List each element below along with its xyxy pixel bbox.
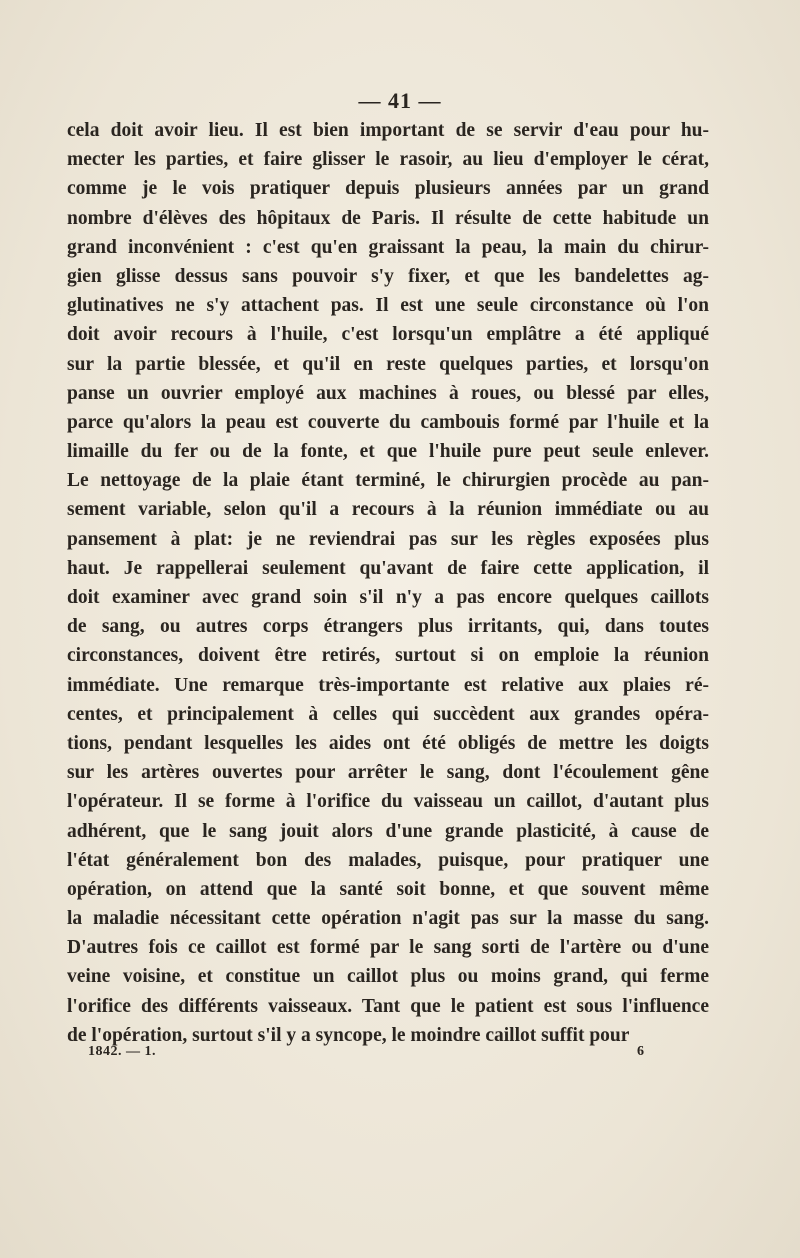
text-line: l'état généralement bon des malades, puisque, pour pratiquer une	[67, 849, 709, 871]
text-line: adhérent, que le sang jouit alors d'une grande plasticité, à cause de	[67, 820, 709, 842]
text-line: circonstances, doivent être retirés, surtout si on emploie la réunion	[67, 645, 709, 667]
text-line: de l'opération, surtout s'il y a syncope, le moindre caillot suffit pour	[67, 1024, 630, 1046]
text-line: sement variable, selon qu'il a recours à la réunion immédiate ou au	[67, 499, 709, 521]
text-line: glutinatives ne s'y attachent pas. Il est une seule circonstance où l'on	[67, 295, 709, 317]
printer-signature-mark: 1842. — 1.	[88, 1044, 156, 1059]
text-line: immédiate. Une remarque très-importante est relative aux plaies ré-	[67, 674, 709, 696]
text-line: parce qu'alors la peau est couverte du cambouis formé par l'huile et la	[67, 411, 709, 433]
page-number: — 41 —	[358, 88, 442, 113]
text-line: de sang, ou autres corps étrangers plus irritants, qui, dans toutes	[67, 616, 709, 638]
text-line: panse un ouvrier employé aux machines à roues, ou blessé par elles,	[67, 382, 709, 404]
text-line: comme je le vois pratiquer depuis plusieurs années par un grand	[67, 178, 709, 200]
text-line: haut. Je rappellerai seulement qu'avant de faire cette application, il	[67, 557, 709, 579]
text-line: gien glisse dessus sans pouvoir s'y fixer, et que les bandelettes ag-	[67, 265, 709, 287]
text-line: doit avoir recours à l'huile, c'est lorsqu'un emplâtre a été appliqué	[67, 324, 709, 346]
sheet-number: 6	[637, 1044, 644, 1059]
text-line: nombre d'élèves des hôpitaux de Paris. Il résulte de cette habitude un	[67, 207, 709, 229]
text-line: doit examiner avec grand soin s'il n'y a pas encore quelques caillots	[67, 587, 709, 608]
body-text	[67, 116, 709, 1050]
text-line: l'orifice des différents vaisseaux. Tant que le patient est sous l'influence	[67, 995, 709, 1017]
text-line: tions, pendant lesquelles les aides ont été obligés de mettre les doigts	[67, 732, 709, 754]
text-line: grand inconvénient : c'est qu'en graissant la peau, la main du chirur-	[67, 236, 709, 258]
text-line: pansement à plat: je ne reviendrai pas sur les règles exposées plus	[67, 528, 709, 550]
text-line: veine voisine, et constitue un caillot plus ou moins grand, qui ferme	[67, 966, 709, 988]
text-line: Le nettoyage de la plaie étant terminé, le chirurgien procède au pan-	[67, 470, 709, 492]
text-line: mecter les parties, et faire glisser le rasoir, au lieu d'employer le cérat,	[67, 149, 709, 171]
text-line: centes, et principalement à celles qui succèdent aux grandes opéra-	[67, 703, 709, 725]
text-line: cela doit avoir lieu. Il est bien important de se servir d'eau pour hu-	[67, 120, 709, 141]
text-line: sur les artères ouvertes pour arrêter le sang, dont l'écoulement gêne	[67, 762, 709, 784]
text-line: limaille du fer ou de la fonte, et que l'huile pure peut seule enlever.	[67, 441, 709, 463]
text-line: D'autres fois ce caillot est formé par le sang sorti de l'artère ou d'une	[67, 937, 709, 959]
text-line: l'opérateur. Il se forme à l'orifice du vaisseau un caillot, d'autant plus	[67, 791, 709, 813]
text-line: la maladie nécessitant cette opération n'agit pas sur la masse du sang.	[67, 908, 709, 930]
text-line: opération, on attend que la santé soit bonne, et que souvent même	[67, 878, 709, 900]
text-line: sur la partie blessée, et qu'il en reste quelques parties, et lorsqu'on	[67, 353, 709, 375]
